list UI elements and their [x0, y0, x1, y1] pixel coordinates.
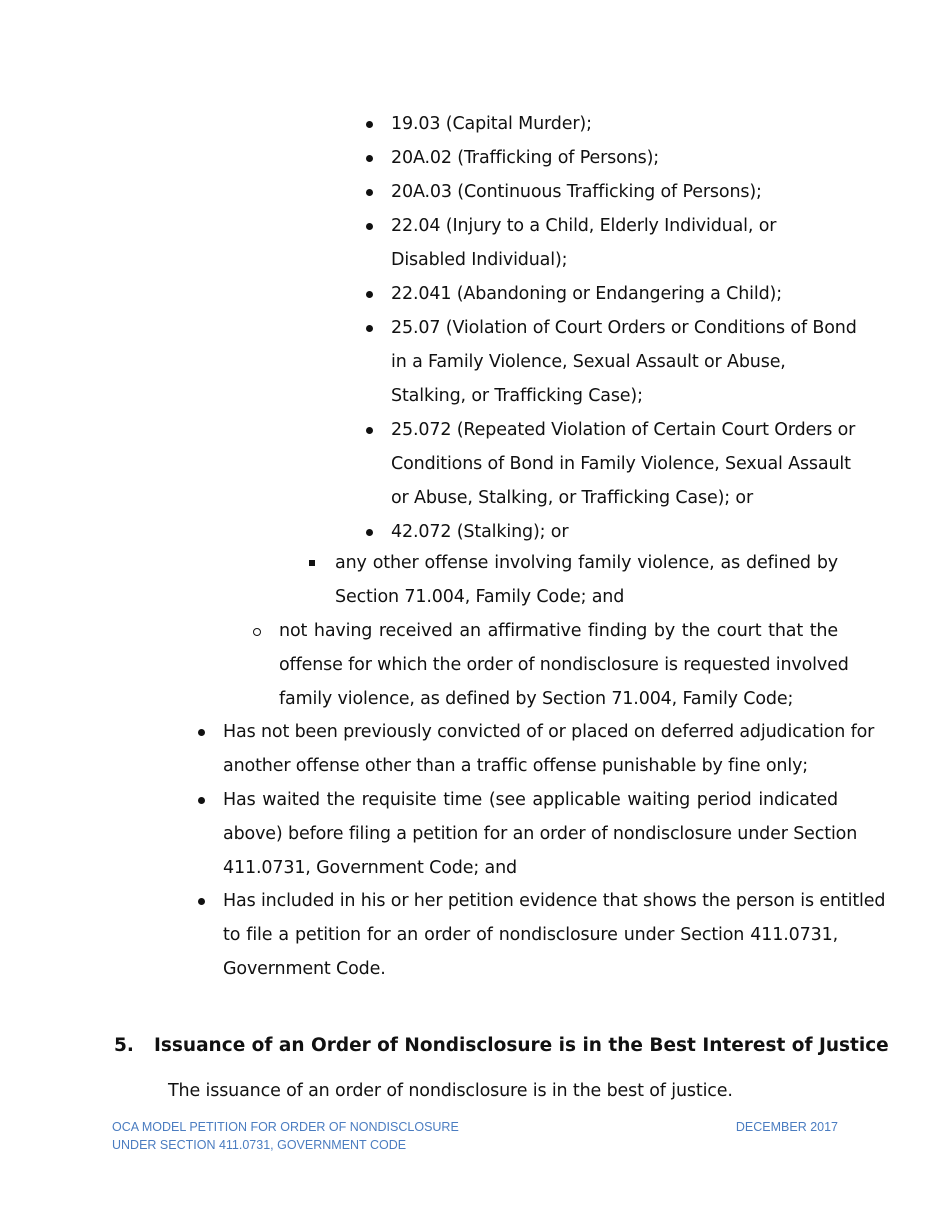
list-item-continuation: Conditions of Bond in Family Violence, Sexual Assault [391, 454, 851, 474]
list-item-line: Section 71.004, Family Code; and [335, 587, 625, 607]
bullet-dot-icon [198, 797, 205, 804]
list-item-line: Government Code. [223, 959, 386, 979]
list-item-line: to file a petition for an order of nondisclosure under Section 411.0731, [223, 925, 838, 945]
bullet-dot-icon [366, 427, 373, 434]
list-item: 20A.02 (Trafficking of Persons); [391, 148, 660, 168]
section-number: 5. [114, 1035, 134, 1056]
list-item-line: offense for which the order of nondisclosure is requested involved [279, 655, 849, 675]
section-title: Issuance of an Order of Nondisclosure is in the Best Interest of Justice [154, 1035, 889, 1056]
list-item: 25.07 (Violation of Court Orders or Conditions of Bond [391, 318, 857, 338]
bullet-dot-icon [366, 291, 373, 298]
list-item: 22.041 (Abandoning or Endangering a Child); [391, 284, 782, 304]
section-body: The issuance of an order of nondisclosure is in the best of justice. [168, 1081, 733, 1101]
footer-date: DECEMBER 2017 [735, 1120, 838, 1134]
list-item: 22.04 (Injury to a Child, Elderly Individual, or [391, 216, 777, 236]
list-item-continuation: Stalking, or Trafficking Case); [391, 386, 643, 406]
bullet-dot-icon [366, 155, 373, 162]
list-item-line: any other offense involving family violence, as defined by [335, 553, 838, 573]
list-item: 42.072 (Stalking); or [391, 522, 569, 542]
circle-bullet-icon [253, 628, 261, 636]
bullet-dot-icon [366, 529, 373, 536]
list-item-line: Has waited the requisite time (see applicable waiting period indicated [223, 790, 838, 810]
list-item-line: Has included in his or her petition evidence that shows the person is entitled [223, 891, 886, 911]
square-bullet-icon [309, 560, 315, 566]
list-item: 19.03 (Capital Murder); [391, 114, 592, 134]
list-item: 25.072 (Repeated Violation of Certain Court Orders or [391, 420, 856, 440]
list-item-line: above) before filing a petition for an order of nondisclosure under Section [223, 824, 858, 844]
list-item-continuation: or Abuse, Stalking, or Trafficking Case); or [391, 488, 754, 508]
footer-left-line2: UNDER SECTION 411.0731, GOVERNMENT CODE [112, 1138, 407, 1152]
list-item-line: family violence, as defined by Section 71.004, Family Code; [279, 689, 794, 709]
list-item-continuation: in a Family Violence, Sexual Assault or Abuse, [391, 352, 786, 372]
list-item-line: not having received an affirmative finding by the court that the [279, 621, 838, 641]
bullet-dot-icon [366, 189, 373, 196]
list-item-line: 411.0731, Government Code; and [223, 858, 518, 878]
list-item-line: Has not been previously convicted of or placed on deferred adjudication for [223, 722, 875, 742]
list-item: 20A.03 (Continuous Trafficking of Persons); [391, 182, 762, 202]
list-item-continuation: Disabled Individual); [391, 250, 568, 270]
bullet-dot-icon [366, 223, 373, 230]
footer-left-line1: OCA MODEL PETITION FOR ORDER OF NONDISCLOSURE [112, 1120, 459, 1134]
list-item-line: another offense other than a traffic offense punishable by fine only; [223, 756, 809, 776]
bullet-dot-icon [198, 898, 205, 905]
bullet-dot-icon [366, 121, 373, 128]
bullet-dot-icon [198, 729, 205, 736]
bullet-dot-icon [366, 325, 373, 332]
